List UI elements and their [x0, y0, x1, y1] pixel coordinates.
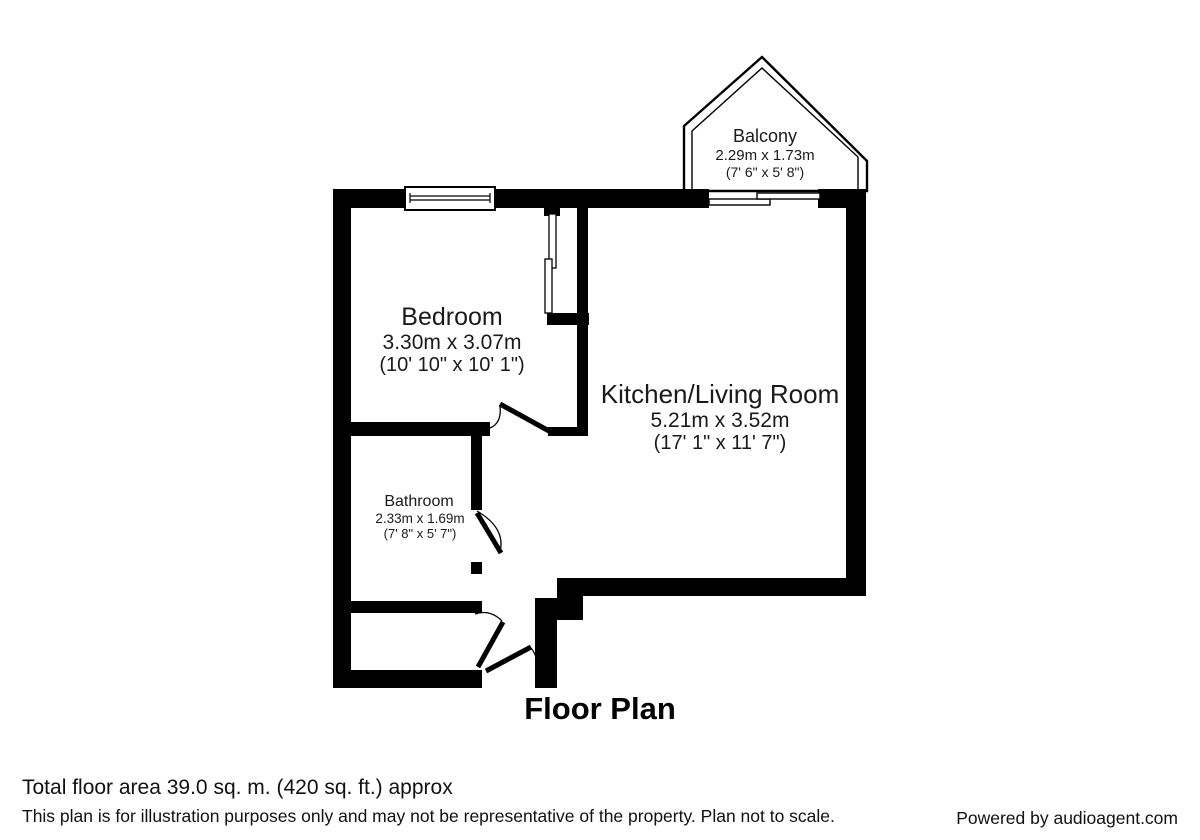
wall-right — [846, 189, 866, 596]
balcony-dim-metric: 2.29m x 1.73m — [715, 147, 815, 164]
bedroom-dim-metric: 3.30m x 3.07m — [382, 331, 522, 354]
wall-bedroom-bottom — [333, 422, 490, 436]
wall-top-a — [333, 189, 407, 208]
wall-bathroom-bottom — [333, 601, 482, 613]
bathroom-door — [477, 511, 501, 553]
balcony-label: Balcony — [732, 126, 798, 146]
wall-bottom-left — [333, 670, 482, 688]
wall-left — [333, 189, 351, 688]
total-floor-area-text: Total floor area 39.0 sq. m. (420 sq. ft.) approx — [22, 776, 453, 799]
balcony-dim-imperial: (7' 6" x 5' 8") — [725, 164, 805, 180]
disclaimer-text: This plan is for illustration purposes only and may not be representative of the property. Plan not to scale. — [22, 806, 835, 826]
wall-bathroom-right-stub — [471, 562, 482, 574]
wall-top-b — [493, 189, 709, 208]
bathroom-dim-imperial: (7' 8" x 5' 7") — [383, 526, 457, 541]
wall-step-block — [557, 578, 583, 620]
kitchen-living-dim-imperial: (17' 1" x 11' 7") — [653, 432, 787, 454]
kitchen-living-label: Kitchen/Living Room — [600, 379, 840, 409]
powered-by-credit: Powered by audioagent.com — [956, 808, 1178, 828]
bedroom-window — [405, 187, 495, 210]
bedroom-dim-imperial: (10' 10" x 10' 1") — [379, 354, 525, 376]
closet-door — [475, 613, 503, 667]
kitchen-living-dim-metric: 5.21m x 3.52m — [650, 409, 790, 432]
wall-sliding-jog — [547, 313, 589, 325]
entrance-door — [486, 647, 537, 675]
bedroom-door — [490, 404, 549, 431]
wall-kitchen-bottom — [563, 578, 866, 596]
wall-entry-right — [535, 598, 557, 688]
wall-bathroom-right — [471, 430, 482, 510]
bedroom-label: Bedroom — [401, 303, 503, 331]
bedroom-sliding-door — [545, 214, 556, 313]
plan-title: Floor Plan — [524, 691, 676, 726]
bathroom-label: Bathroom — [384, 493, 454, 510]
bathroom-dim-metric: 2.33m x 1.69m — [375, 511, 465, 526]
balcony-sliding-door — [709, 193, 820, 205]
